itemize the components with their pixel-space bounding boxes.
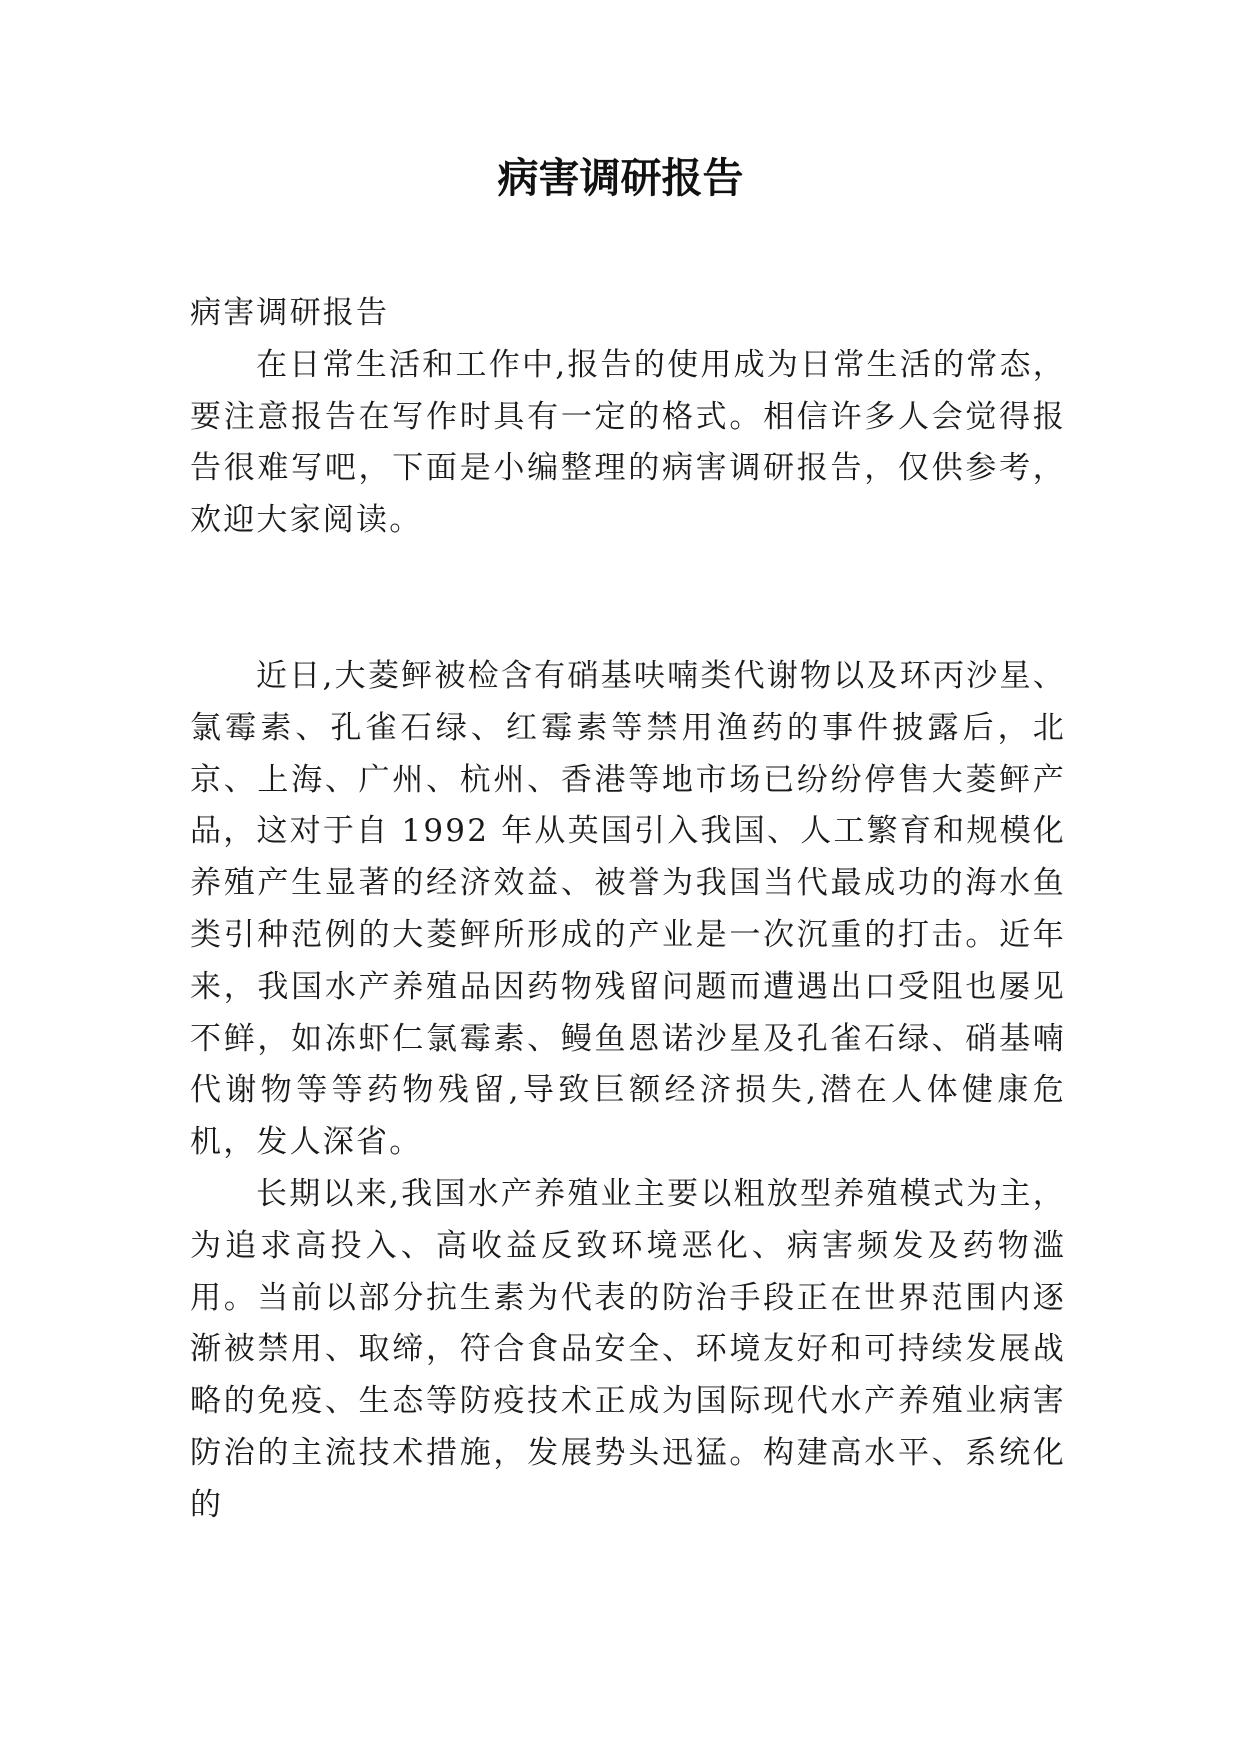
intro-paragraph: 在日常生活和工作中,报告的使用成为日常生活的常态，要注意报告在写作时具有一定的格式。相信许多人会觉得报告很难写吧，下面是小编整理的病害调研报告，仅供参考，欢迎大家阅读。 bbox=[190, 346, 1066, 539]
body-paragraph: 长期以来,我国水产养殖业主要以粗放型养殖模式为主，为追求高投入、高收益反致环境恶化、病害频发及药物滥用。当前以部分抗生素为代表的防治手段正在世界范围内逐渐被禁用、取缔，符合食品安全、环境友好和可持续发展战略的免疫、生态等防疫技术正成为国际现代水产养殖业病害防治的主流技术措施，发展势头迅猛。构建高水平、系统化的 bbox=[190, 1175, 1066, 1523]
document-title: 病害调研报告 bbox=[497, 154, 744, 202]
paragraph-spacer bbox=[190, 547, 1066, 651]
document-body bbox=[190, 288, 1066, 1532]
document-subtitle: 病害调研报告 bbox=[190, 295, 390, 331]
body-paragraph: 近日,大菱鲆被检含有硝基呋喃类代谢物以及环丙沙星、氯霉素、孔雀石绿、红霉素等禁用渔药的事件披露后，北京、上海、广州、杭州、香港等地市场已纷纷停售大菱鲆产品，这对于自 1992 年从英国引入我国、人工繁育和规模化养殖产生显著的经济效益、被誉为我国当代最成功的海水鱼类引种范例的大菱鲆所形成的产业是一次沉重的打击。近年来，我国水产养殖品因药物残留问题而遭遇出口受阻也屡见不鲜，如冻虾仁氯霉素、鳗鱼恩诺沙星及孔雀石绿、硝基喃代谢物等等药物残留,导致巨额经济损失,潜在人体健康危机，发人深省。 bbox=[190, 657, 1066, 1161]
